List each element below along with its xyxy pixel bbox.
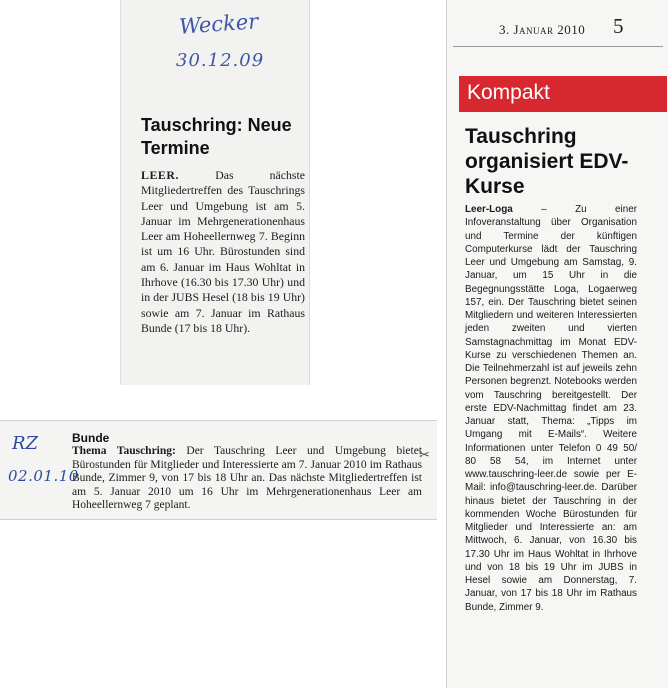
handwritten-source-note: RZ [12, 433, 39, 454]
handwritten-date-note: 30.12.09 [176, 50, 265, 71]
article-dateline: Leer-Loga [465, 204, 513, 215]
article-text: Der Tauschring Leer und Umgebung bietet Bürostunden für Mitglieder und Interessierte am 7. Januar 2010 im Rathaus Bunde, Zimmer 9, von 17 bis 18 Uhr an. Das nächste Mitgliedertreffen ist am 5. Januar 2010 um 16 Uhr im Mehrgenerationenhaus Leer am Hoheellernweg 7 geplant. [72, 445, 423, 512]
clipping-rz [0, 420, 437, 520]
article-body [72, 445, 422, 513]
section-bar [459, 76, 667, 112]
article-body [141, 168, 305, 336]
article-dateline: LEER. [141, 168, 180, 182]
article-headline: Tauschring: Neue Termine [141, 115, 292, 158]
article-body [465, 203, 637, 614]
header-divider [453, 46, 663, 47]
article-topic: Thema Tauschring: [72, 445, 176, 457]
clipping-kompakt [446, 0, 668, 688]
article-headline: Tauschring organisiert EDV-Kurse [465, 125, 629, 198]
section-label: Kompakt [467, 81, 550, 104]
scissors-icon: ✂ [419, 447, 430, 462]
page-number: 5 [613, 14, 624, 38]
article-text: Das nächste Mitgliedertreffen des Tauschrings Leer und Umgebung ist am 5. Januar im Mehrgenerationenhaus Leer am Hoheellernweg 7. Beginn ist um 16 Uhr. Bürostunden sind am 6. Januar im Haus Wohltat in Ihrhove (16.30 bis 17.30 Uhr) und in der JUBS Hesel (18 bis 19 Uhr) sowie am 7. Januar im Rathaus Bunde (17 bis 18 Uhr). [141, 168, 306, 335]
clipping-wecker [120, 0, 310, 385]
handwritten-date-note: 02.01.10 [8, 467, 79, 485]
page-date: 3. Januar 2010 [499, 22, 586, 37]
article-text: – Zu einer Infoveranstaltung über Organisation und Termine der künftigen Computerkurse lädt der Tauschring Leer und Umgebung am Samstag, 9. Januar, um 15 Uhr in die Begegnungsstätte Loga, Logaerweg 157, ein. Der Tauschring bietet seinen Mitgliedern und weiteren Interessierten jeden zweiten und vierten Samstagnachmittag im Monat EDV-Kurse zu verschiedenen Themen an. Die Teilnehmerzahl ist auf jeweils zehn Personen begrenzt. Notebooks werden vom Tauschring bereitgestellt. Der erste EDV-Nachmittag findet am 23. Januar statt, Thema: „Tipps im Umgang mit E-Mails“. Weitere Informationen unter Telefon 0 49 50/ 80 58 54, im Internet unter www.tauschring-leer.de sowie per E-Mail: info@tauschring-leer.de. Darüber hinaus bietet der Tauschring in der kommenden Woche Bürostunden für Mitglieder und Interessierte an: am Mittwoch, 6. Januar, von 16.30 bis 17.30 Uhr im Haus Wohltat in Ihrhove und von 18 bis 19 Uhr im JUBS in Hesel sowie am Donnerstag, 7. Januar, von 17 bis 18 Uhr im Rathaus Bunde, Zimmer 9. [465, 204, 637, 613]
handwritten-source-note: Wecker [178, 9, 260, 39]
article-place: Bunde [72, 431, 110, 445]
